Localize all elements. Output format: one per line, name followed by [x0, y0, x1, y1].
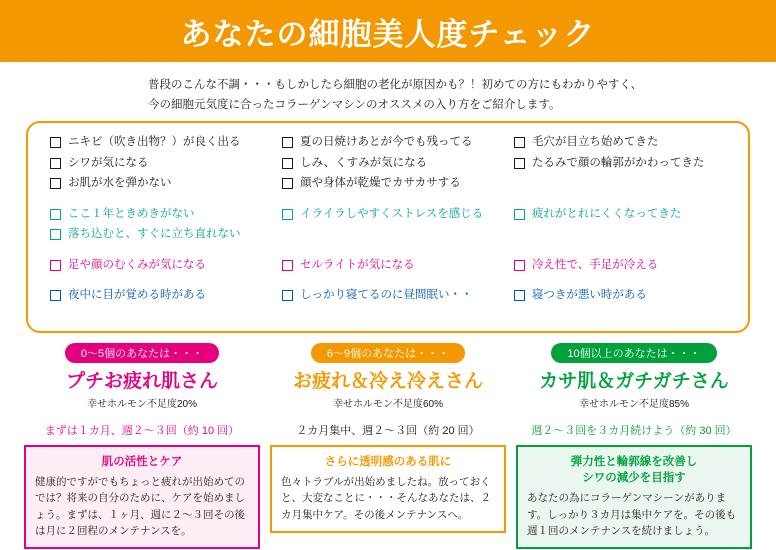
checklist-column	[42, 288, 274, 309]
checkbox-icon[interactable]	[50, 229, 61, 240]
checklist-item[interactable]	[282, 258, 506, 274]
checklist-item-label: ニキビ（吹き出物？）が良く出る	[68, 136, 241, 149]
checklist-item[interactable]	[50, 176, 274, 192]
checklist-item-label: お肌が水を弾かない	[68, 177, 172, 190]
results-section	[24, 343, 752, 549]
result-column	[270, 343, 506, 549]
checkbox-icon[interactable]	[514, 260, 525, 271]
checklist-group	[42, 288, 738, 309]
checklist-item-label: セルライトが気になる	[299, 258, 415, 271]
result-score-badge: 10個以上のあなたは・・・	[551, 343, 716, 363]
checkbox-icon[interactable]	[50, 260, 61, 271]
checkbox-icon[interactable]	[282, 290, 293, 301]
checklist-item[interactable]	[514, 288, 738, 304]
result-card-body: 色々トラブルが出始めましたね。放っておくと、大変なことに・・・そんなあなたは、２カ月集中ケア。その後メンテナンスへ。	[281, 476, 491, 521]
result-plan: ２カ月集中、週２〜３回（約 20 回）	[296, 425, 480, 438]
intro-line-2: 今の細胞元気度に合ったコラーゲンマシンのオススメの入り方をご紹介します。	[148, 98, 561, 111]
result-hormone-level: 幸せホルモン不足度85%	[578, 399, 689, 411]
checkbox-icon[interactable]	[514, 158, 525, 169]
checklist-item[interactable]	[514, 258, 738, 274]
checklist-column	[274, 288, 506, 309]
checklist-item-label: 夜中に目が覚める時がある	[68, 289, 206, 302]
checklist-item[interactable]	[50, 207, 274, 223]
result-score-badge: 0〜5個のあなたは・・・	[65, 343, 219, 363]
checklist-column	[42, 135, 274, 197]
checklist-item-label: 冷え性で、手足が冷える	[531, 258, 659, 271]
checkbox-icon[interactable]	[50, 290, 61, 301]
checklist-item-label: ここ１年ときめきがない	[68, 207, 195, 220]
result-card-body: 健康的ですがでもちょっと疲れが出始めてのでは？将来の自分のために、ケアを始めましょう。まずは、１ヶ月、週に２〜３回その後は月に２回程のメンテナンスを。	[35, 476, 245, 537]
result-card-heading: 肌の活性とケア	[101, 456, 183, 469]
page-header	[0, 0, 776, 62]
checklist-column	[42, 207, 274, 248]
checklist-item-label: イライラしやすくストレスを感じる	[299, 207, 484, 220]
checklist-item-label: しっかり寝てるのに昼間眠い・・	[299, 289, 473, 302]
checklist-item[interactable]	[50, 227, 274, 243]
checklist-panel	[26, 121, 750, 333]
checkbox-icon[interactable]	[514, 209, 525, 220]
checkbox-icon[interactable]	[50, 178, 61, 189]
checklist-group	[42, 258, 738, 279]
checklist-group-spacer	[42, 197, 738, 207]
result-title: カサ肌＆ガチガチさん	[539, 371, 729, 393]
checkbox-icon[interactable]	[282, 209, 293, 220]
result-card	[516, 445, 752, 549]
checklist-group-spacer	[42, 248, 738, 258]
checkbox-icon[interactable]	[282, 260, 293, 271]
checklist-item-label: 毛穴が目立ち始めてきた	[531, 136, 659, 149]
checkbox-icon[interactable]	[282, 137, 293, 148]
result-plan: まずは１カ月、週２〜３回（約 10 回）	[44, 425, 240, 438]
result-hormone-level: 幸せホルモン不足度60%	[332, 399, 443, 411]
checklist-item-label: 落ち込むと、すぐに立ち直れない	[68, 228, 241, 241]
checklist-item[interactable]	[50, 288, 274, 304]
result-title: お疲れ＆冷え冷えさん	[292, 371, 483, 393]
checkbox-icon[interactable]	[50, 137, 61, 148]
result-hormone-level: 幸せホルモン不足度20%	[86, 399, 197, 411]
result-card-heading: 弾力性と輪郭線を改善し シワの減少を目指す	[570, 456, 698, 485]
checklist-item-label: 顔や身体が乾燥でカサカサする	[299, 177, 461, 190]
checkbox-icon[interactable]	[282, 178, 293, 189]
checkbox-icon[interactable]	[282, 158, 293, 169]
result-score-badge: 6〜9個のあなたは・・・	[311, 343, 465, 363]
result-title: プチお疲れ肌さん	[65, 371, 218, 393]
checklist-column	[506, 207, 738, 248]
checklist-item[interactable]	[514, 135, 738, 151]
checkbox-icon[interactable]	[50, 158, 61, 169]
checklist-item[interactable]	[282, 207, 506, 223]
checklist-item-label: 夏の日焼けあとが今でも残ってる	[299, 136, 473, 149]
checklist-item-label: 足や顔のむくみが気になる	[68, 258, 206, 271]
checklist-item-label: たるみで顔の輪郭がかわってきた	[531, 156, 705, 169]
result-plan: 週２〜３回を３カ月続けよう（約 30 回）	[531, 425, 737, 438]
checklist-item[interactable]	[50, 258, 274, 274]
checklist-item[interactable]	[514, 207, 738, 223]
page-title: あなたの細胞美人度チェック	[180, 16, 596, 52]
checklist-group	[42, 135, 738, 197]
checklist-column	[506, 288, 738, 309]
result-card	[270, 445, 506, 533]
checklist-item[interactable]	[282, 176, 506, 192]
checklist-item-label: シワが気になる	[68, 156, 149, 169]
checklist-column	[506, 135, 738, 197]
checklist-column	[506, 258, 738, 279]
checklist-group	[42, 207, 738, 248]
checklist-item-label: しみ、くすみが気になる	[299, 156, 428, 169]
checklist-group-spacer	[42, 278, 738, 288]
checkbox-icon[interactable]	[50, 209, 61, 220]
checklist-column	[274, 135, 506, 197]
result-column	[516, 343, 752, 549]
checklist-column	[274, 207, 506, 248]
intro-line-1: 普段のこんな不調・・・もしかしたら細胞の老化が原因かも？！初めての方にもわかりやすく、	[148, 79, 643, 91]
checkbox-icon[interactable]	[514, 137, 525, 148]
checklist-item[interactable]	[282, 156, 506, 172]
checklist-item-label: 疲れがとれにくくなってきた	[531, 207, 682, 220]
intro-text	[0, 76, 776, 115]
checklist-column	[42, 258, 274, 279]
checklist-item[interactable]	[50, 156, 274, 172]
checklist-item[interactable]	[282, 135, 506, 151]
checklist-item[interactable]	[282, 288, 506, 304]
result-column	[24, 343, 260, 549]
checklist-item[interactable]	[514, 156, 738, 172]
result-card	[24, 445, 260, 549]
checklist-item[interactable]	[50, 135, 274, 151]
checklist-item-label: 寝つきが悪い時がある	[531, 289, 647, 302]
checklist-column	[274, 258, 506, 279]
checkbox-icon[interactable]	[514, 290, 525, 301]
result-card-heading: さらに透明感のある肌に	[324, 456, 452, 469]
result-card-body: あなたの為にコラーゲンマシーンがあります。しっかり３カ月は集中ケアを。その後も週１回のメンテナンスを続けましょう。	[527, 492, 737, 537]
